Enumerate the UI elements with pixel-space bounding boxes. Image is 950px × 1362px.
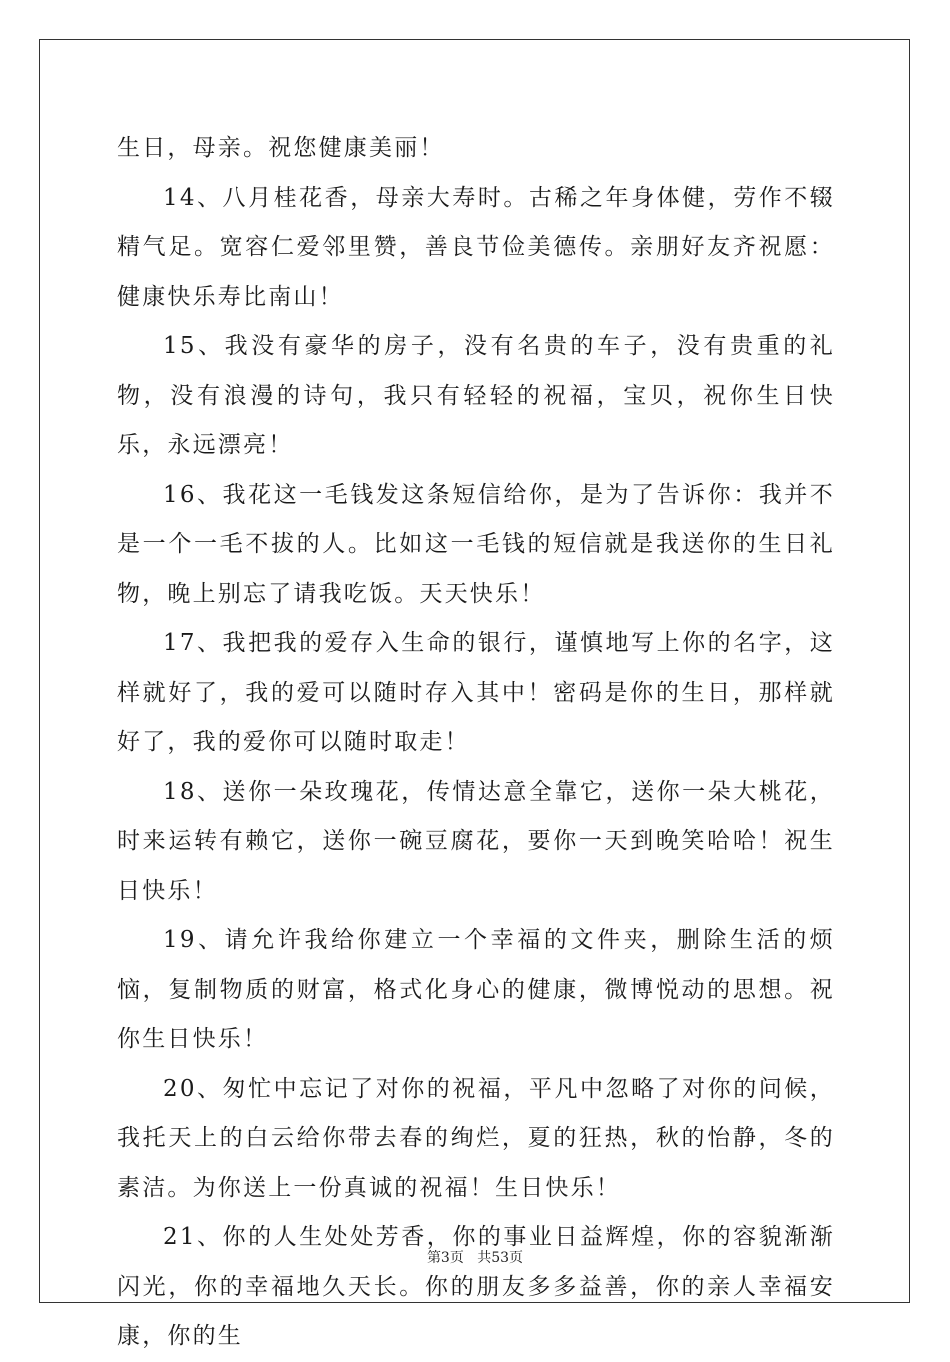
document-body xyxy=(117,124,835,1362)
paragraph-15: 15、我没有豪华的房子，没有名贵的车子，没有贵重的礼物，没有浪漫的诗句，我只有轻轻的祝福，宝贝，祝你生日快乐，永远漂亮！ xyxy=(117,333,835,458)
page-footer xyxy=(0,1247,950,1267)
paragraph-18: 18、送你一朵玫瑰花，传情达意全靠它，送你一朵大桃花，时来运转有赖它，送你一碗豆腐花，要你一天到晚笑哈哈！祝生日快乐！ xyxy=(117,778,835,904)
paragraph-14: 14、八月桂花香，母亲大寿时。古稀之年身体健，劳作不辍精气足。宽容仁爱邻里赞，善良节俭美德传。亲朋好友齐祝愿：健康快乐寿比南山！ xyxy=(117,184,835,310)
paragraph-19: 19、请允许我给你建立一个幸福的文件夹，删除生活的烦恼，复制物质的财富，格式化身心的健康，微博悦动的思想。祝你生日快乐！ xyxy=(117,927,835,1052)
paragraph-16: 16、我花这一毛钱发这条短信给你，是为了告诉你：我并不是一个一毛不拔的人。比如这一毛钱的短信就是我送你的生日礼物，晚上别忘了请我吃饭。天天快乐！ xyxy=(117,481,835,607)
paragraph-20: 20、匆忙中忘记了对你的祝福，平凡中忽略了对你的问候，我托天上的白云给你带去春的绚烂，夏的狂热，秋的怡静，冬的素洁。为你送上一份真诚的祝福！生日快乐！ xyxy=(117,1075,835,1201)
paragraph-21: 21、你的人生处处芳香，你的事业日益辉煌，你的容貌渐渐闪光，你的幸福地久天长。你的朋友多多益善，你的亲人幸福安康，你的生 xyxy=(117,1224,835,1349)
page-number: 第3页 xyxy=(426,1250,464,1266)
page-total: 共53页 xyxy=(477,1250,524,1266)
paragraph-17: 17、我把我的爱存入生命的银行，谨慎地写上你的名字，这样就好了，我的爱可以随时存入其中！密码是你的生日，那样就好了，我的爱你可以随时取走！ xyxy=(117,630,835,755)
paragraph-continuation: 生日，母亲。祝您健康美丽！ xyxy=(117,135,445,161)
